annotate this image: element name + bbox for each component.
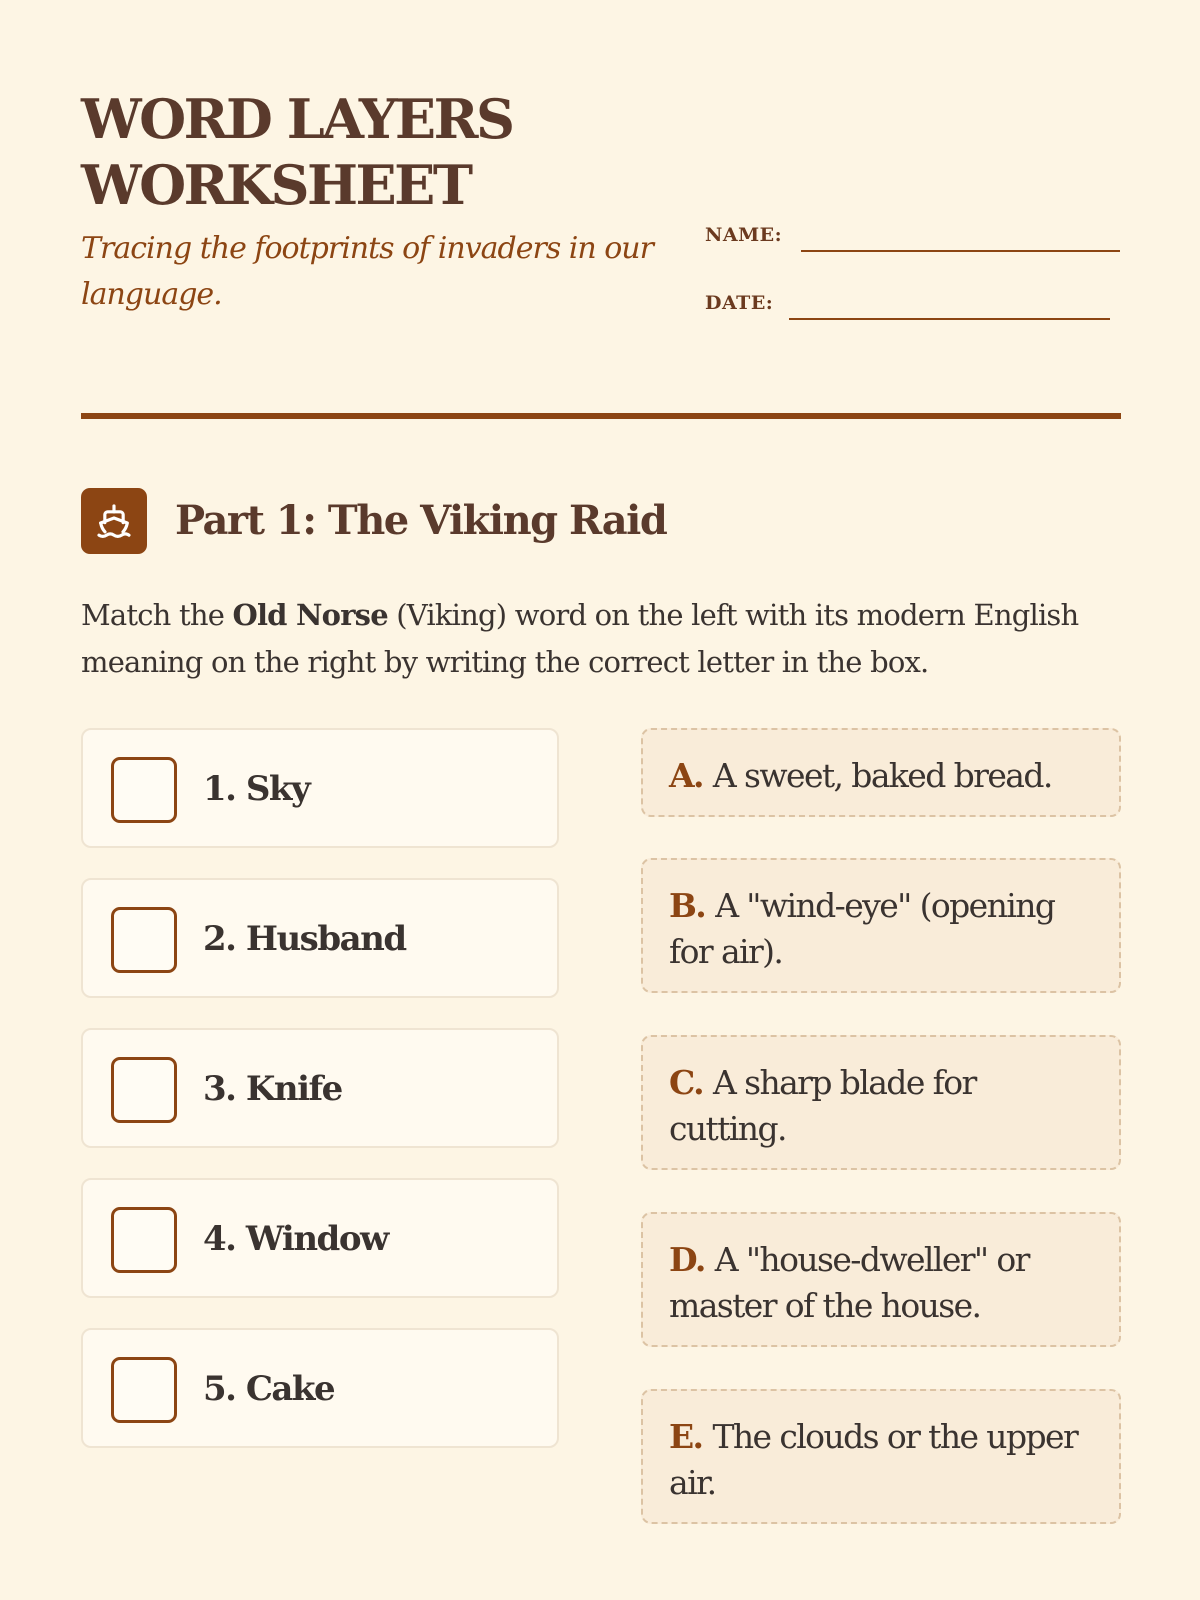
definition-card [641, 1035, 1121, 1170]
name-label: NAME: [705, 224, 783, 246]
definition-letter: B. [669, 886, 706, 925]
definition-letter: A. [669, 756, 703, 795]
definition-letter: C. [669, 1063, 703, 1102]
definition-text: A "wind-eye" (opening for air). [669, 886, 1055, 971]
worksheet-subtitle: Tracing the footprints of invaders in our language. [81, 231, 653, 312]
definition-card [641, 858, 1121, 993]
definition-card [641, 1212, 1121, 1347]
definition-letter: E. [669, 1417, 703, 1456]
answer-box[interactable] [111, 1357, 177, 1423]
word-label: 3. Knife [203, 1069, 342, 1109]
worksheet-title [81, 86, 721, 218]
definition-text: The clouds or the upper air. [669, 1417, 1078, 1502]
definition-card [641, 1389, 1121, 1524]
word-card [81, 728, 559, 848]
instructions-text-start: Match the [81, 598, 233, 632]
definition-card [641, 728, 1121, 817]
answer-box[interactable] [111, 1057, 177, 1123]
ship-icon [81, 488, 147, 554]
date-label: DATE: [705, 292, 774, 314]
title-line-2: WORKSHEET [81, 153, 471, 217]
word-card [81, 1178, 559, 1298]
worksheet-page [81, 0, 1121, 1600]
instructions-emphasis: Old Norse [232, 598, 388, 632]
word-card [81, 878, 559, 998]
word-card [81, 1328, 559, 1448]
instructions [81, 592, 1121, 686]
definition-letter: D. [669, 1240, 705, 1279]
definition-text: A "house-dweller" or master of the house. [669, 1240, 1029, 1325]
word-label: 4. Window [203, 1219, 388, 1259]
answer-box[interactable] [111, 757, 177, 823]
word-card [81, 1028, 559, 1148]
word-label: 2. Husband [203, 919, 406, 959]
definition-text: A sharp blade for cutting. [669, 1063, 976, 1148]
instructions-text-end: (Viking) word on the left with its modern English meaning on the right by writing the correct letter in the box. [81, 598, 1079, 679]
title-line-1: WORD LAYERS [81, 87, 513, 151]
date-line[interactable] [789, 318, 1110, 320]
word-label: 5. Cake [203, 1369, 335, 1409]
word-label: 1. Sky [203, 769, 310, 809]
name-line[interactable] [801, 250, 1120, 252]
section-title: Part 1: The Viking Raid [175, 497, 667, 544]
header-divider [81, 413, 1121, 419]
answer-box[interactable] [111, 907, 177, 973]
answer-box[interactable] [111, 1207, 177, 1273]
definition-text: A sweet, baked bread. [712, 756, 1052, 795]
